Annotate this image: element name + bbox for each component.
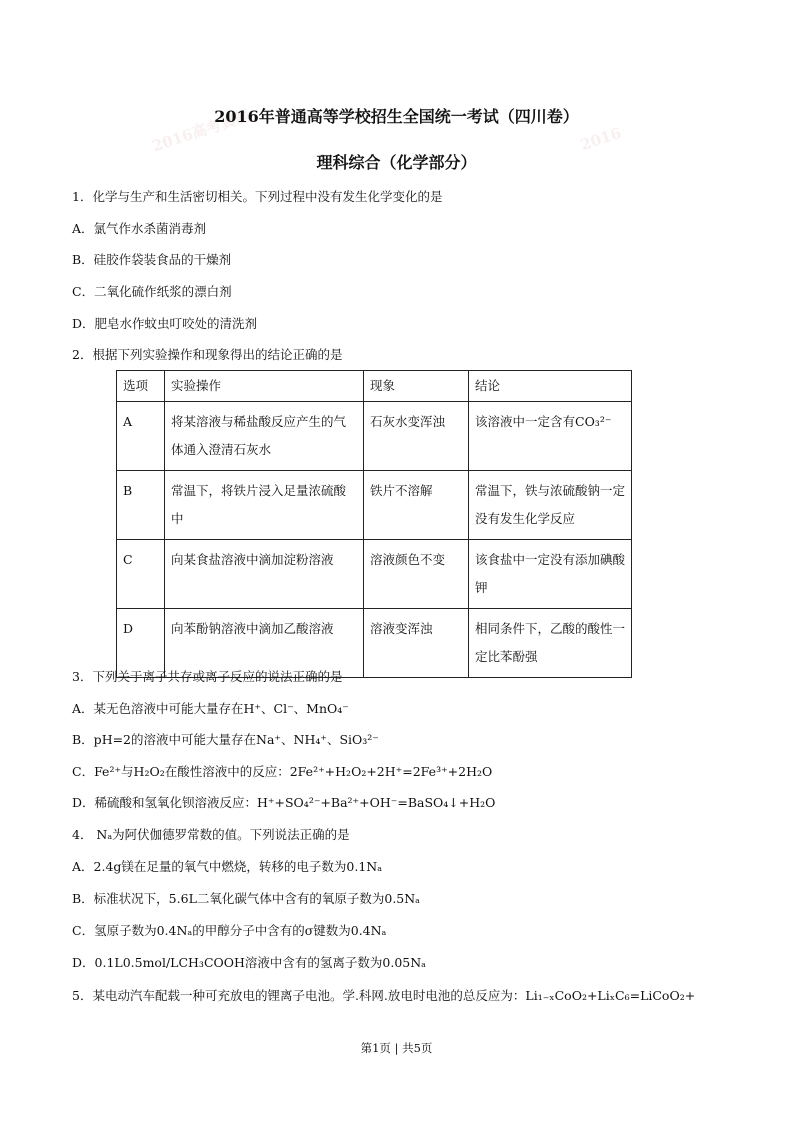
question-4-stem: 4． Nₐ为阿伏伽德罗常数的值。下列说法正确的是 [72, 827, 350, 842]
table-header-cell: 实验操作 [165, 371, 364, 402]
question-3-option-a: A．某无色溶液中可能大量存在H⁺、Cl⁻、MnO₄⁻ [72, 701, 349, 716]
table-cell-conclusion: 该溶液中一定含有CO₃²⁻ [469, 402, 632, 471]
question-2-table [116, 370, 632, 678]
watermark-left: 2016高考真题 [149, 106, 253, 156]
table-cell-operation: 向某食盐溶液中滴加淀粉溶液 [165, 540, 364, 609]
table-row [117, 402, 632, 471]
table-cell-operation: 将某溶液与稀盐酸反应产生的气体通入澄清石灰水 [165, 402, 364, 471]
table-cell-phenomenon: 石灰水变浑浊 [364, 402, 469, 471]
table-header-cell: 现象 [364, 371, 469, 402]
table-cell-conclusion: 常温下，铁与浓硫酸钠一定没有发生化学反应 [469, 471, 632, 540]
table-cell-conclusion: 该食盐中一定没有添加碘酸钾 [469, 540, 632, 609]
table-cell-option: B [117, 471, 165, 540]
page-subtitle: 理科综合（化学部分） [316, 153, 477, 172]
question-1-option-d: D．肥皂水作蚊虫叮咬处的清洗剂 [72, 316, 258, 331]
question-3-option-c: C．Fe²⁺与H₂O₂在酸性溶液中的反应：2Fe²⁺+H₂O₂+2H⁺=2Fe³⁺+2H₂O [72, 764, 493, 779]
question-4-option-b: B．标准状况下，5.6L二氧化碳气体中含有的氧原子数为0.5Nₐ [72, 891, 421, 906]
table-header-cell: 结论 [469, 371, 632, 402]
table-cell-operation: 向苯酚钠溶液中滴加乙酸溶液 [165, 609, 364, 678]
table-cell-conclusion: 相同条件下，乙酸的酸性一定比苯酚强 [469, 609, 632, 678]
watermark-right: 2016 [578, 123, 624, 155]
question-2-stem: 2．根据下列实验操作和现象得出的结论正确的是 [72, 347, 343, 362]
question-3-option-b: B．pH=2的溶液中可能大量存在Na⁺、NH₄⁺、SiO₃²⁻ [72, 732, 379, 747]
table-header-cell: 选项 [117, 371, 165, 402]
question-4-option-a: A．2.4g镁在足量的氧气中燃烧，转移的电子数为0.1Nₐ [72, 859, 383, 874]
page-title: 2016年普通高等学校招生全国统一考试（四川卷） [214, 107, 579, 126]
table-row [117, 471, 632, 540]
page-footer: 第1页 | 共5页 [360, 1041, 433, 1055]
question-3-stem: 3．下列关于离子共存或离子反应的说法正确的是 [72, 669, 343, 684]
table-cell-option: C [117, 540, 165, 609]
question-1-option-a: A．氯气作水杀菌消毒剂 [72, 221, 207, 236]
table-header-row [117, 371, 632, 402]
table-cell-option: A [117, 402, 165, 471]
table-cell-phenomenon: 铁片不溶解 [364, 471, 469, 540]
question-1-stem: 1．化学与生产和生活密切相关。下列过程中没有发生化学变化的是 [72, 189, 443, 204]
table-cell-option: D [117, 609, 165, 678]
table-cell-phenomenon: 溶液变浑浊 [364, 609, 469, 678]
question-4-option-c: C．氢原子数为0.4Nₐ的甲醇分子中含有的σ键数为0.4Nₐ [72, 923, 387, 938]
table-row [117, 540, 632, 609]
question-4-option-d: D．0.1L0.5mol/LCH₃COOH溶液中含有的氢离子数为0.05Nₐ [72, 955, 426, 970]
table-cell-phenomenon: 溶液颜色不变 [364, 540, 469, 609]
table-cell-operation: 常温下，将铁片浸入足量浓硫酸中 [165, 471, 364, 540]
question-1-option-b: B．硅胶作袋装食品的干燥剂 [72, 252, 232, 267]
question-3-option-d: D．稀硫酸和氢氧化钡溶液反应：H⁺+SO₄²⁻+Ba²⁺+OH⁻=BaSO₄↓+H₂O [72, 795, 496, 810]
question-1-option-c: C．二氧化硫作纸浆的漂白剂 [72, 284, 232, 299]
question-5-stem: 5．某电动汽车配载一种可充放电的锂离子电池。学.科网.放电时电池的总反应为：Li₁₋ₓCoO₂+LiₓC₆=LiCoO₂+ [72, 988, 696, 1003]
